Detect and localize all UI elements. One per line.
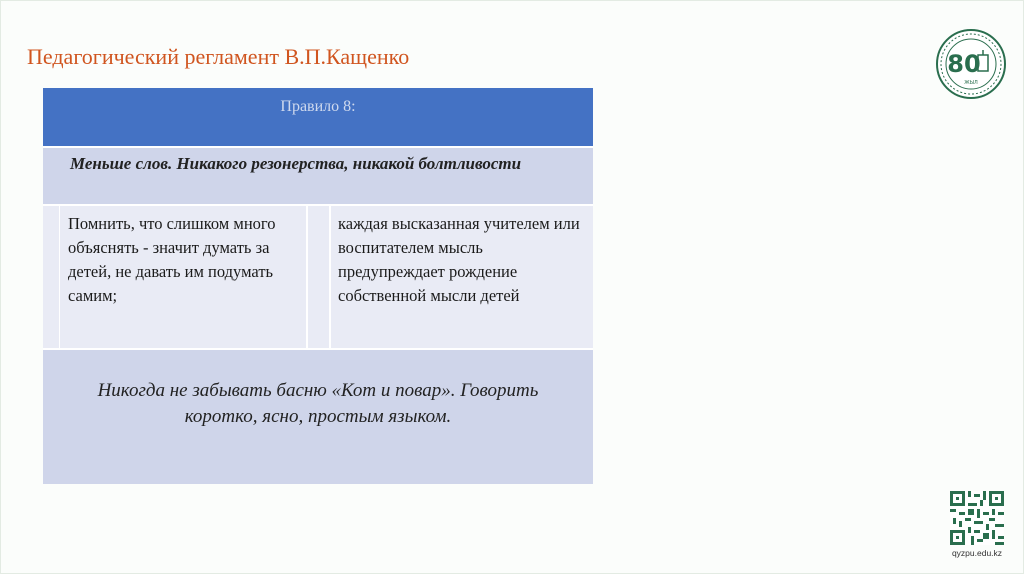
qr-code-icon <box>950 491 1004 545</box>
website-link[interactable]: qyzpu.edu.kz <box>951 548 1003 558</box>
table-subheader-row <box>43 148 593 206</box>
table-cell-spacer <box>308 206 331 348</box>
footer-text: Никогда не забывать басню «Кот и повар». Говорить коротко, ясно, простым языком. <box>97 380 539 427</box>
rule-number: Правило 8: <box>280 98 356 115</box>
logo-number: 80 <box>947 50 981 78</box>
table-cell-right <box>331 206 593 348</box>
table-cell-left <box>60 206 308 348</box>
table-cell-spacer <box>43 206 60 348</box>
table-header-row <box>43 88 593 148</box>
anniversary-logo <box>935 28 1007 100</box>
table-footer-row <box>43 348 593 484</box>
logo-caption: ЖЫЛ <box>964 80 978 86</box>
table-content-row <box>43 206 593 348</box>
left-cell-text: Помнить, что слишком много объяснять - значит думать за детей, не давать им подумать самим; <box>68 214 276 305</box>
slide-title: Педагогический регламент В.П.Кащенко <box>27 44 410 69</box>
rule-table <box>43 88 593 484</box>
rule-statement: Меньше слов. Никакого резонерства, никакой болтливости <box>70 154 522 173</box>
right-cell-text: каждая высказанная учителем или воспитателем мысль предупреждает рождение собственной мысли детей <box>338 214 580 305</box>
